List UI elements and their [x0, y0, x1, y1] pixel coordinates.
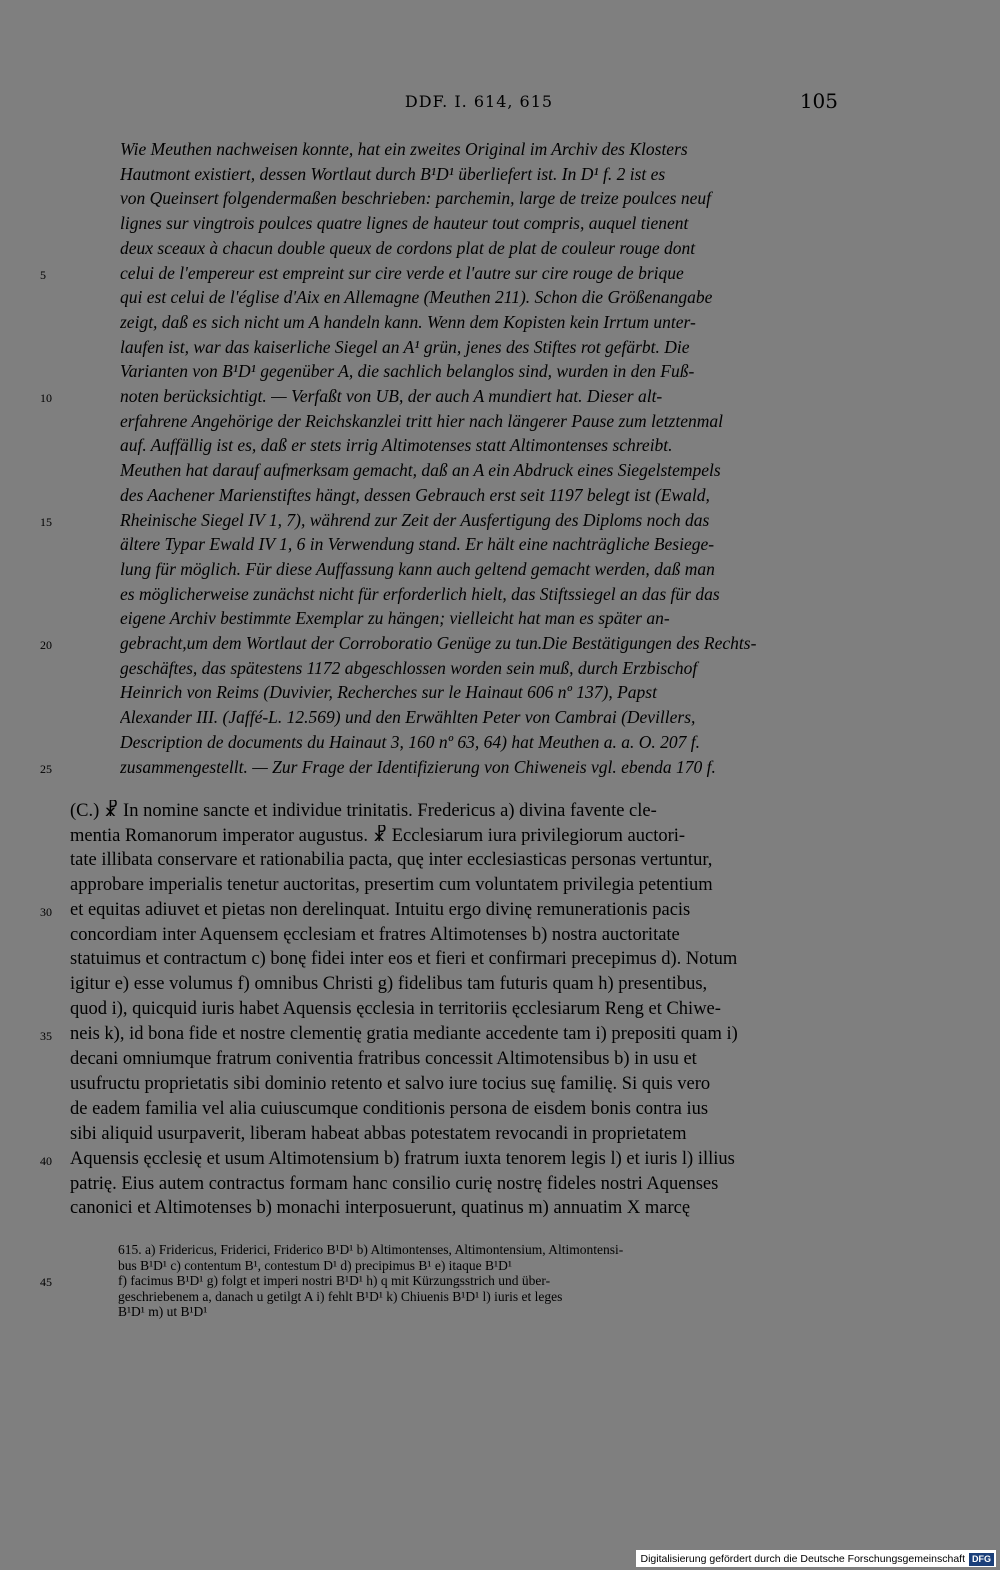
- charter-line: Aquensis ęcclesię et usum Altimotensium b) fratrum iuxta tenorem legis l) et iuris l) illius: [70, 1148, 735, 1169]
- notes-line: bus B¹D¹ c) contentum B¹, contestum D¹ d) precipimus B¹ e) itaque B¹D¹: [118, 1257, 512, 1273]
- charter-line: tate illibata conservare et rationabilia pacta, quę inter ecclesiasticas personas vertuntur,: [70, 849, 713, 870]
- commentary-line: es möglicherweise zunächst nicht für erforderlich hielt, das Stiftssiegel an das für das: [120, 583, 720, 604]
- commentary-line: qui est celui de l'église d'Aix en Allemagne (Meuthen 211). Schon die Größenangabe: [120, 287, 713, 308]
- commentary-line: Hautmont existiert, dessen Wortlaut durch B¹D¹ überliefert ist. In D¹ f. 2 ist es: [120, 163, 666, 184]
- line-number: 5: [40, 267, 46, 282]
- commentary-line: Wie Meuthen nachweisen konnte, hat ein zweites Original im Archiv des Klosters: [120, 139, 688, 159]
- commentary-line: Meuthen hat darauf aufmerksam gemacht, daß an A ein Abdruck eines Siegelstempels: [120, 460, 721, 481]
- commentary-line: eigene Archiv bestimmte Exemplar zu hängen; vielleicht hat man es später an-: [120, 608, 670, 629]
- commentary-line: Varianten von B¹D¹ gegenüber A, die sachlich belanglos sind, wurden in den Fuß-: [120, 361, 695, 382]
- charter-line: neis k), id bona fide et nostre clementię gratia mediante accedente tam i) prepositi quam i): [70, 1024, 738, 1045]
- charter-line: concordiam inter Aquensem ęcclesiam et fratres Altimotenses b) nostra auctoritate: [70, 924, 680, 945]
- line-number: 25: [40, 761, 52, 776]
- commentary-line: ältere Typar Ewald IV 1, 6 in Verwendung stand. Er hält eine nachträgliche Besiege-: [120, 534, 715, 555]
- commentary-line: Alexander III. (Jaffé-L. 12.569) und den Erwählten Peter von Cambrai (Devillers,: [120, 707, 696, 728]
- charter-line: approbare imperialis tenetur auctoritas, presertim cum voluntatem privilegia petentium: [70, 874, 713, 895]
- commentary-line: zeigt, daß es sich nicht um A handeln kann. Wenn dem Kopisten kein Irrtum unter-: [120, 311, 696, 332]
- commentary-line: gebracht,um dem Wortlaut der Corroboratio Genüge zu tun.Die Bestätigungen des Rechts-: [120, 633, 757, 653]
- commentary-line: geschäftes, das spätestens 1172 abgeschlossen worden sein muß, durch Erzbischof: [120, 657, 698, 678]
- credit-text: Digitalisierung gefördert durch die Deutsche Forschungsgemeinschaft: [640, 1553, 965, 1565]
- commentary-line: erfahrene Angehörige der Reichskanzlei tritt hier nach längerer Pause zum letztenmal: [120, 410, 723, 431]
- commentary-line: lung für möglich. Für diese Auffassung kann auch geltend gemacht werden, daß man: [120, 558, 715, 579]
- commentary-line: von Queinsert folgendermaßen beschrieben: parchemin, large de treize poulces neuf: [120, 188, 711, 209]
- charter-line: de eadem familia vel alia cuiuscumque conditionis persona de eisdem bonis contra ius: [70, 1098, 709, 1119]
- line-number: 45: [40, 1275, 52, 1289]
- charter-line: mentia Romanorum imperator augustus. ☧ Ecclesiarum iura privilegiorum auctori-: [70, 825, 686, 846]
- line-number: 40: [40, 1153, 52, 1168]
- commentary-line: zusammengestellt. — Zur Frage der Identifizierung von Chiweneis vgl. ebenda 170 f.: [120, 756, 716, 777]
- digitization-credit: [636, 1550, 996, 1567]
- page-number: 105: [799, 89, 838, 113]
- commentary-line: auf. Auffällig ist es, daß er stets irrig Altimotenses statt Altimontenses schreibt.: [120, 435, 673, 456]
- charter-line: (C.) ☧ In nomine sancte et individue trinitatis. Fredericus a) divina favente cle-: [70, 801, 657, 821]
- charter-line: et equitas adiuvet et pietas non derelinquat. Intuitu ergo divinę remunerationis pacis: [70, 899, 691, 920]
- dfg-logo: DFG: [969, 1553, 994, 1566]
- charter-line: usufructu proprietatis sibi dominio retento et salvo iure tocius suę familię. Si quis vero: [70, 1073, 711, 1094]
- charter-line: quod i), quicquid iuris habet Aquensis ęcclesia in territoriis ęcclesiarum Reng et Chiwe-: [70, 999, 721, 1020]
- charter-line: igitur e) esse volumus f) omnibus Christi g) fidelibus tam futuris quam h) presentibus,: [70, 974, 708, 995]
- notes-line: B¹D¹ m) ut B¹D¹: [118, 1304, 208, 1319]
- commentary-line: laufen ist, war das kaiserliche Siegel an A¹ grün, jenes des Stiftes rot gefärbt. Die: [120, 336, 690, 357]
- commentary-line: Description de documents du Hainaut 3, 160 nº 63, 64) hat Meuthen a. a. O. 207 f.: [120, 731, 700, 752]
- charter-line: sibi aliquid usurpaverit, liberam habeat abbas potestatem revocandi in proprietatem: [70, 1123, 687, 1144]
- line-number: 15: [40, 514, 52, 529]
- charter-line: decani omniumque fratrum coniventia fratribus concessit Altimotensibus b) in usu et: [70, 1049, 697, 1069]
- charter-line: statuimus et contractum c) bonę fidei inter eos et fieri et confirmari precepimus d). Notum: [70, 949, 738, 970]
- commentary-line: des Aachener Marienstiftes hängt, dessen Gebrauch erst seit 1197 belegt ist (Ewald,: [120, 484, 710, 505]
- commentary-line: Heinrich von Reims (Duvivier, Recherches sur le Hainaut 606 nº 137), Papst: [120, 682, 657, 703]
- line-number: 20: [40, 638, 52, 652]
- commentary-line: celui de l'empereur est empreint sur cire verde et l'autre sur cire rouge de brique: [120, 262, 684, 283]
- page-header: [120, 90, 838, 114]
- notes-line: f) facimus B¹D¹ g) folgt et imperi nostri B¹D¹ h) q mit Kürzungsstrich und über-: [118, 1273, 551, 1288]
- line-number: 10: [40, 391, 52, 405]
- notes-line: geschriebenem a, danach u getilgt A i) fehlt B¹D¹ k) Chiuenis B¹D¹ l) iuris et leges: [118, 1288, 563, 1304]
- line-number: 35: [40, 1029, 52, 1044]
- charter-line: patrię. Eius autem contractus formam hanc consilio curię nostrę fideles nostri Aquenses: [70, 1173, 719, 1194]
- commentary-line: lignes sur vingtrois poulces quatre lignes de hauteur tout compris, auquel tienent: [120, 213, 689, 234]
- running-title: DDF. I. 614, 615: [404, 92, 554, 111]
- commentary-line: Rheinische Siegel IV 1, 7), während zur Zeit der Ausfertigung des Diploms noch das: [120, 509, 710, 530]
- commentary-line: deux sceaux à chacun double queux de cordons plat de plat de couleur rouge dont: [120, 237, 696, 258]
- line-number: 30: [40, 904, 52, 919]
- notes-line: 615. a) Fridericus, Friderici, Friderico B¹D¹ b) Altimontenses, Altimontensium, Altimontensi-: [118, 1242, 624, 1257]
- charter-line: canonici et Altimotenses b) monachi interposuerunt, quatinus m) annuatim X marcę: [70, 1198, 691, 1219]
- commentary-line: noten berücksichtigt. — Verfaßt von UB, der auch A mundiert hat. Dieser alt-: [120, 386, 663, 406]
